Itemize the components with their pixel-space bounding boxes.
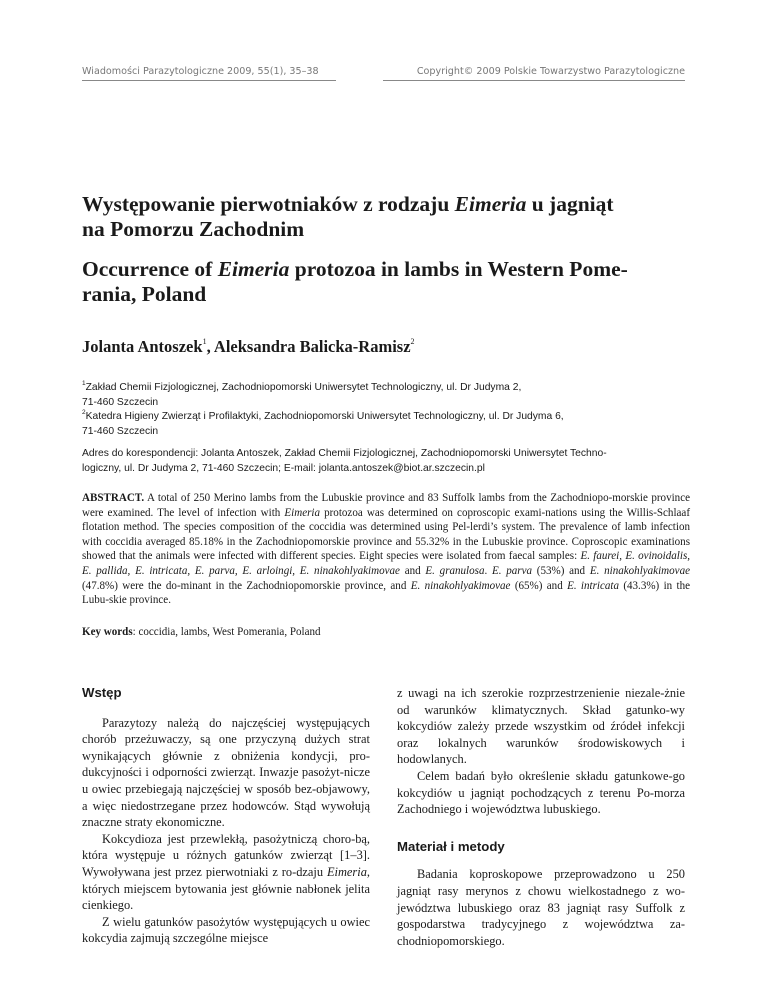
abstract: ABSTRACT. A total of 250 Merino lambs from the Lubuskie province and 83 Suffolk lambs from the Zachodniopo-morskie province were examined. The level of infection with Eimeria protozoa was determined on coproscopic exami-nations using the Willis-Schlaaf flotation method. The species composition of the coccidia was determined using Pel-lerdi’s system. The prevalence of lamb infection with coccidia averaged 85.18% in the Zachodniopomorskie province and 55.32% in the Lubuskie province. Coproscopic examinations showed that the animals were infected with different species. Eight species were isolated from faecal samples: E. faurei, E. ovinoidalis, E. pallida, E. intricata, E. parva, E. arloingi, E. ninakohlyakimovae and E. granulosa. E. parva (53%) and E. ninakohlyakimovae (47.8%) were the do-minant in the Zachodniopomorskie province, and E. ninakohlyakimovae (65%) and E. intricata (43.3%) in the Lubu-skie province. bbox=[82, 492, 691, 607]
paragraph: Celem badań było określenie składu gatunkowe-go kokcydiów u jagniąt pochodzących z terenu Po-morza Zachodniego i województwa lubuskiego. bbox=[397, 768, 685, 817]
title-english: Occurrence of Eimeria protozoa in lambs in Western Pome- rania, Poland bbox=[82, 257, 628, 306]
header-rule-right bbox=[383, 80, 685, 81]
abstract-label: ABSTRACT. bbox=[82, 492, 145, 504]
author-name: Jolanta Antoszek bbox=[82, 337, 203, 356]
section-heading-materials-methods: Materiał i metody bbox=[397, 838, 505, 854]
section-heading-wstep: Wstęp bbox=[82, 685, 122, 700]
left-column bbox=[82, 685, 370, 947]
paragraph: Z wielu gatunków pasożytów występujących u owiec kokcydia zajmują szczególne miejsce bbox=[82, 914, 370, 946]
paragraph: Badania koproskopowe przeprowadzono u 250 jagniąt rasy merynos z chowu wielkostadnego z wo-jewództwa lubuskiego oraz 83 jagniąt rasy Suffolk z gospodarstwa tradycyjnego z województwa za-chodniopomorskiego. bbox=[397, 867, 685, 948]
affiliation-2: $^2$Katedra Higieny Zwierząt i Profilaktyki, Zachodniopomorski Uniwersytet Technologiczny, ul. Dr Judyma 6, 71-460 Szczecin bbox=[82, 409, 564, 437]
author-name: Aleksandra Balicka-Ramisz bbox=[213, 337, 411, 356]
paragraph: Parazytozy należą do najczęściej występujących chorób przeżuwaczy, są one przyczyną dużych strat wynikających głównie z obniżenia kondycji, pro-dukcyjności i odporności zwierząt. Inwazje pasożyt-nicze u owiec przebiegają najczęściej w sposób bez-objawowy, a więc niedostrzegane przez hodowców. Stąd wywołują znaczne straty ekonomiczne. bbox=[82, 715, 370, 830]
correspondence-address: Adres do korespondencji: Jolanta Antoszek, Zakład Chemii Fizjologicznej, Zachodniopomorski Uniwersytet Techno- logiczny, ul. Dr Judyma 2, 71-460 Szczecin; E-mail: jolanta.antoszek@biot.ar.szczecin.pl bbox=[82, 448, 607, 474]
copyright-notice: Copyright© 2009 Polskie Towarzystwo Parazytologiczne bbox=[416, 66, 685, 77]
keywords: Key words: coccidia, lambs, West Pomerania, Poland bbox=[82, 626, 321, 638]
title-polish: Występowanie pierwotniaków z rodzaju Eimeria u jagniąt na Pomorzu Zachodnim bbox=[82, 192, 614, 241]
affiliation-1: $^1$Zakład Chemii Fizjologicznej, Zachodniopomorski Uniwersytet Technologiczny, ul. Dr Judyma 2, 71-460 Szczecin bbox=[82, 380, 522, 408]
author-list: Jolanta Antoszek$^1$, Aleksandra Balicka-Ramisz$^2$ bbox=[82, 337, 415, 356]
paragraph: Kokcydioza jest przewlekłą, pasożytniczą choro-bą, która występuje u różnych gatunków zwierząt [1–3]. Wywoływana jest przez pierwotniaki z ro-dzaju Eimeria, których miejscem bytowania jest głównie nabłonek jelita cienkiego. bbox=[82, 831, 370, 913]
running-header bbox=[82, 66, 685, 77]
header-rule-left bbox=[82, 80, 336, 81]
paragraph: z uwagi na ich szerokie rozprzestrzenienie niezale-żnie od warunków klimatycznych. Skład gatunko-wy kokcydiów zależy przede wszystkim od źródeł infekcji oraz lokalnych warunków środowiskowych i hodowlanych. bbox=[397, 686, 685, 767]
right-column bbox=[397, 685, 685, 949]
journal-citation: Wiadomości Parazytologiczne 2009, 55(1), 35–38 bbox=[82, 66, 319, 77]
keywords-label: Key words bbox=[82, 626, 133, 638]
